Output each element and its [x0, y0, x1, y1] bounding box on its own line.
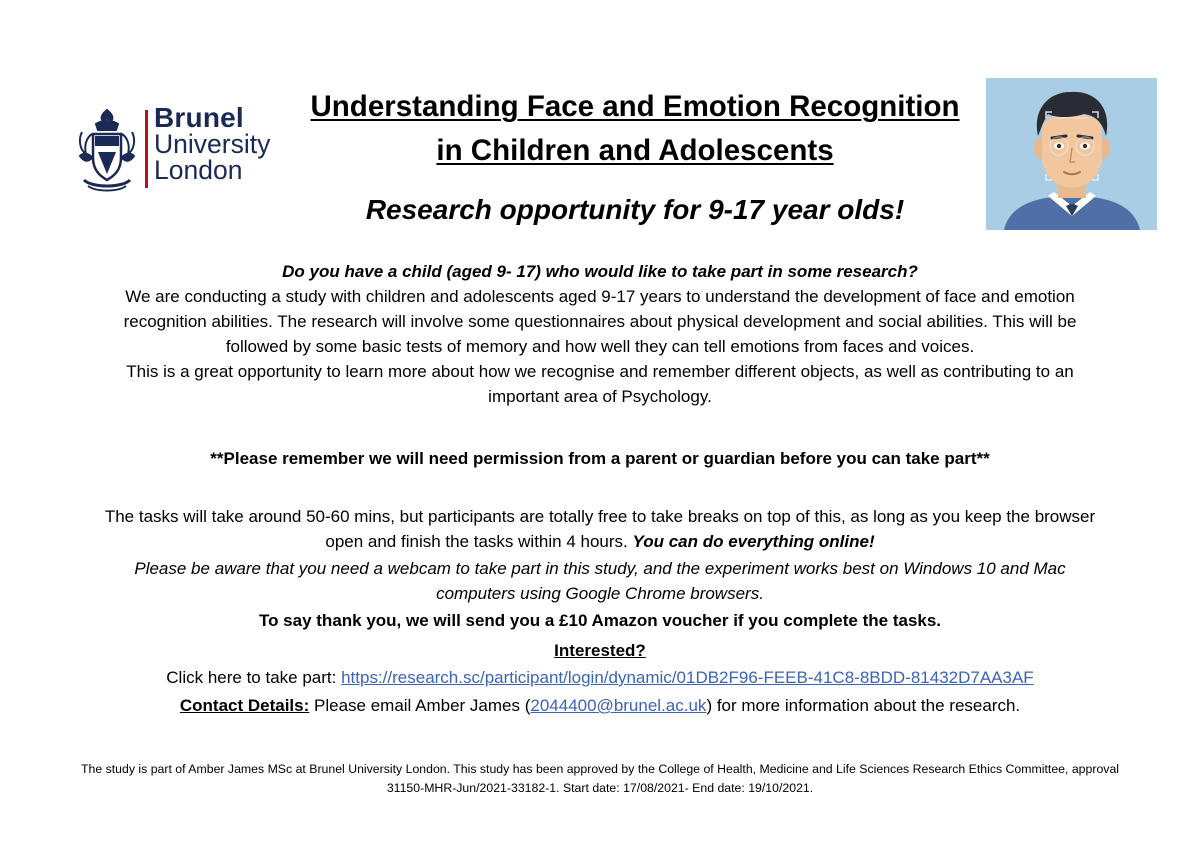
title-line-1: Understanding Face and Emotion Recognition: [310, 90, 960, 123]
logo-wordmark: [154, 102, 271, 185]
face-recognition-illustration: [986, 78, 1157, 230]
university-crest-icon: [76, 106, 138, 192]
page-title: [270, 85, 1000, 173]
intro-line: We are conducting a study with children and adolescents aged 9-17 years to understand the development of face and emotion: [125, 287, 1075, 306]
title-line-2: in Children and Adolescents: [436, 134, 834, 167]
voucher-notice: To say thank you, we will send you a £10 Amazon voucher if you complete the tasks.: [258, 611, 942, 630]
contact-text: ) for more information about the research.: [706, 696, 1021, 715]
permission-notice: **Please remember we will need permission from a parent or guardian before you can take part**: [210, 449, 990, 468]
question-text: Do you have a child (aged 9- 17) who would like to take part in some research?: [282, 262, 918, 281]
tasks-line-text: open and finish the tasks within 4 hours.: [325, 532, 633, 551]
intro-line: important area of Psychology.: [488, 387, 712, 406]
face-scan-icon: [986, 78, 1157, 230]
tasks-line: The tasks will take around 50-60 mins, but participants are totally free to take breaks on top of this, as long as you keep the browser: [104, 507, 1096, 526]
participation-label: Click here to take part:: [166, 668, 342, 687]
contact-email-link[interactable]: 2044400@brunel.ac.uk: [530, 696, 707, 715]
brunel-logo: [76, 104, 286, 194]
participation-link[interactable]: https://research.sc/participant/login/dynamic/01DB2F96-FEEB-41C8-8BDD-81432D7AA3AF: [341, 668, 1034, 687]
contact-text: Please email Amber James (: [309, 696, 531, 715]
logo-line-london: London: [154, 155, 243, 185]
intro-line: This is a great opportunity to learn more about how we recognise and remember different objects, as well as contributing to an: [126, 362, 1074, 381]
webcam-line: Please be aware that you need a webcam to take part in this study, and the experiment works best on Windows 10 and Mac: [134, 559, 1066, 578]
tasks-paragraph: [40, 504, 1160, 554]
intro-line: followed by some basic tests of memory and how well they can tell emotions from faces and voices.: [225, 337, 975, 356]
tasks-line: [40, 529, 1160, 554]
footer-line: The study is part of Amber James MSc at Brunel University London. This study has been approved by the College of Health, Medicine and Life Sciences Research Ethics Committee, approval: [80, 762, 1120, 776]
online-emphasis: You can do everything online!: [632, 532, 875, 551]
webcam-line: computers using Google Chrome browsers.: [436, 584, 764, 603]
logo-line-brunel: Brunel: [154, 102, 244, 133]
logo-line-university: University: [154, 129, 271, 159]
contact-label: Contact Details:: [179, 696, 310, 715]
intro-line: recognition abilities. The research will involve some questionnaires about physical development and social abilities. This will be: [123, 312, 1077, 331]
participation-link-line: [40, 665, 1160, 690]
footer-line: 31150-MHR-Jun/2021-33182-1. Start date: 17/08/2021- End date: 19/10/2021.: [386, 781, 814, 795]
webcam-notice: [40, 556, 1160, 606]
logo-divider: [145, 110, 148, 188]
intro-paragraph: [40, 284, 1160, 409]
ethics-footer: [40, 760, 1160, 798]
interested-heading: Interested?: [554, 641, 646, 660]
contact-details: [40, 693, 1160, 718]
page-subtitle: Research opportunity for 9-17 year olds!: [365, 194, 905, 225]
